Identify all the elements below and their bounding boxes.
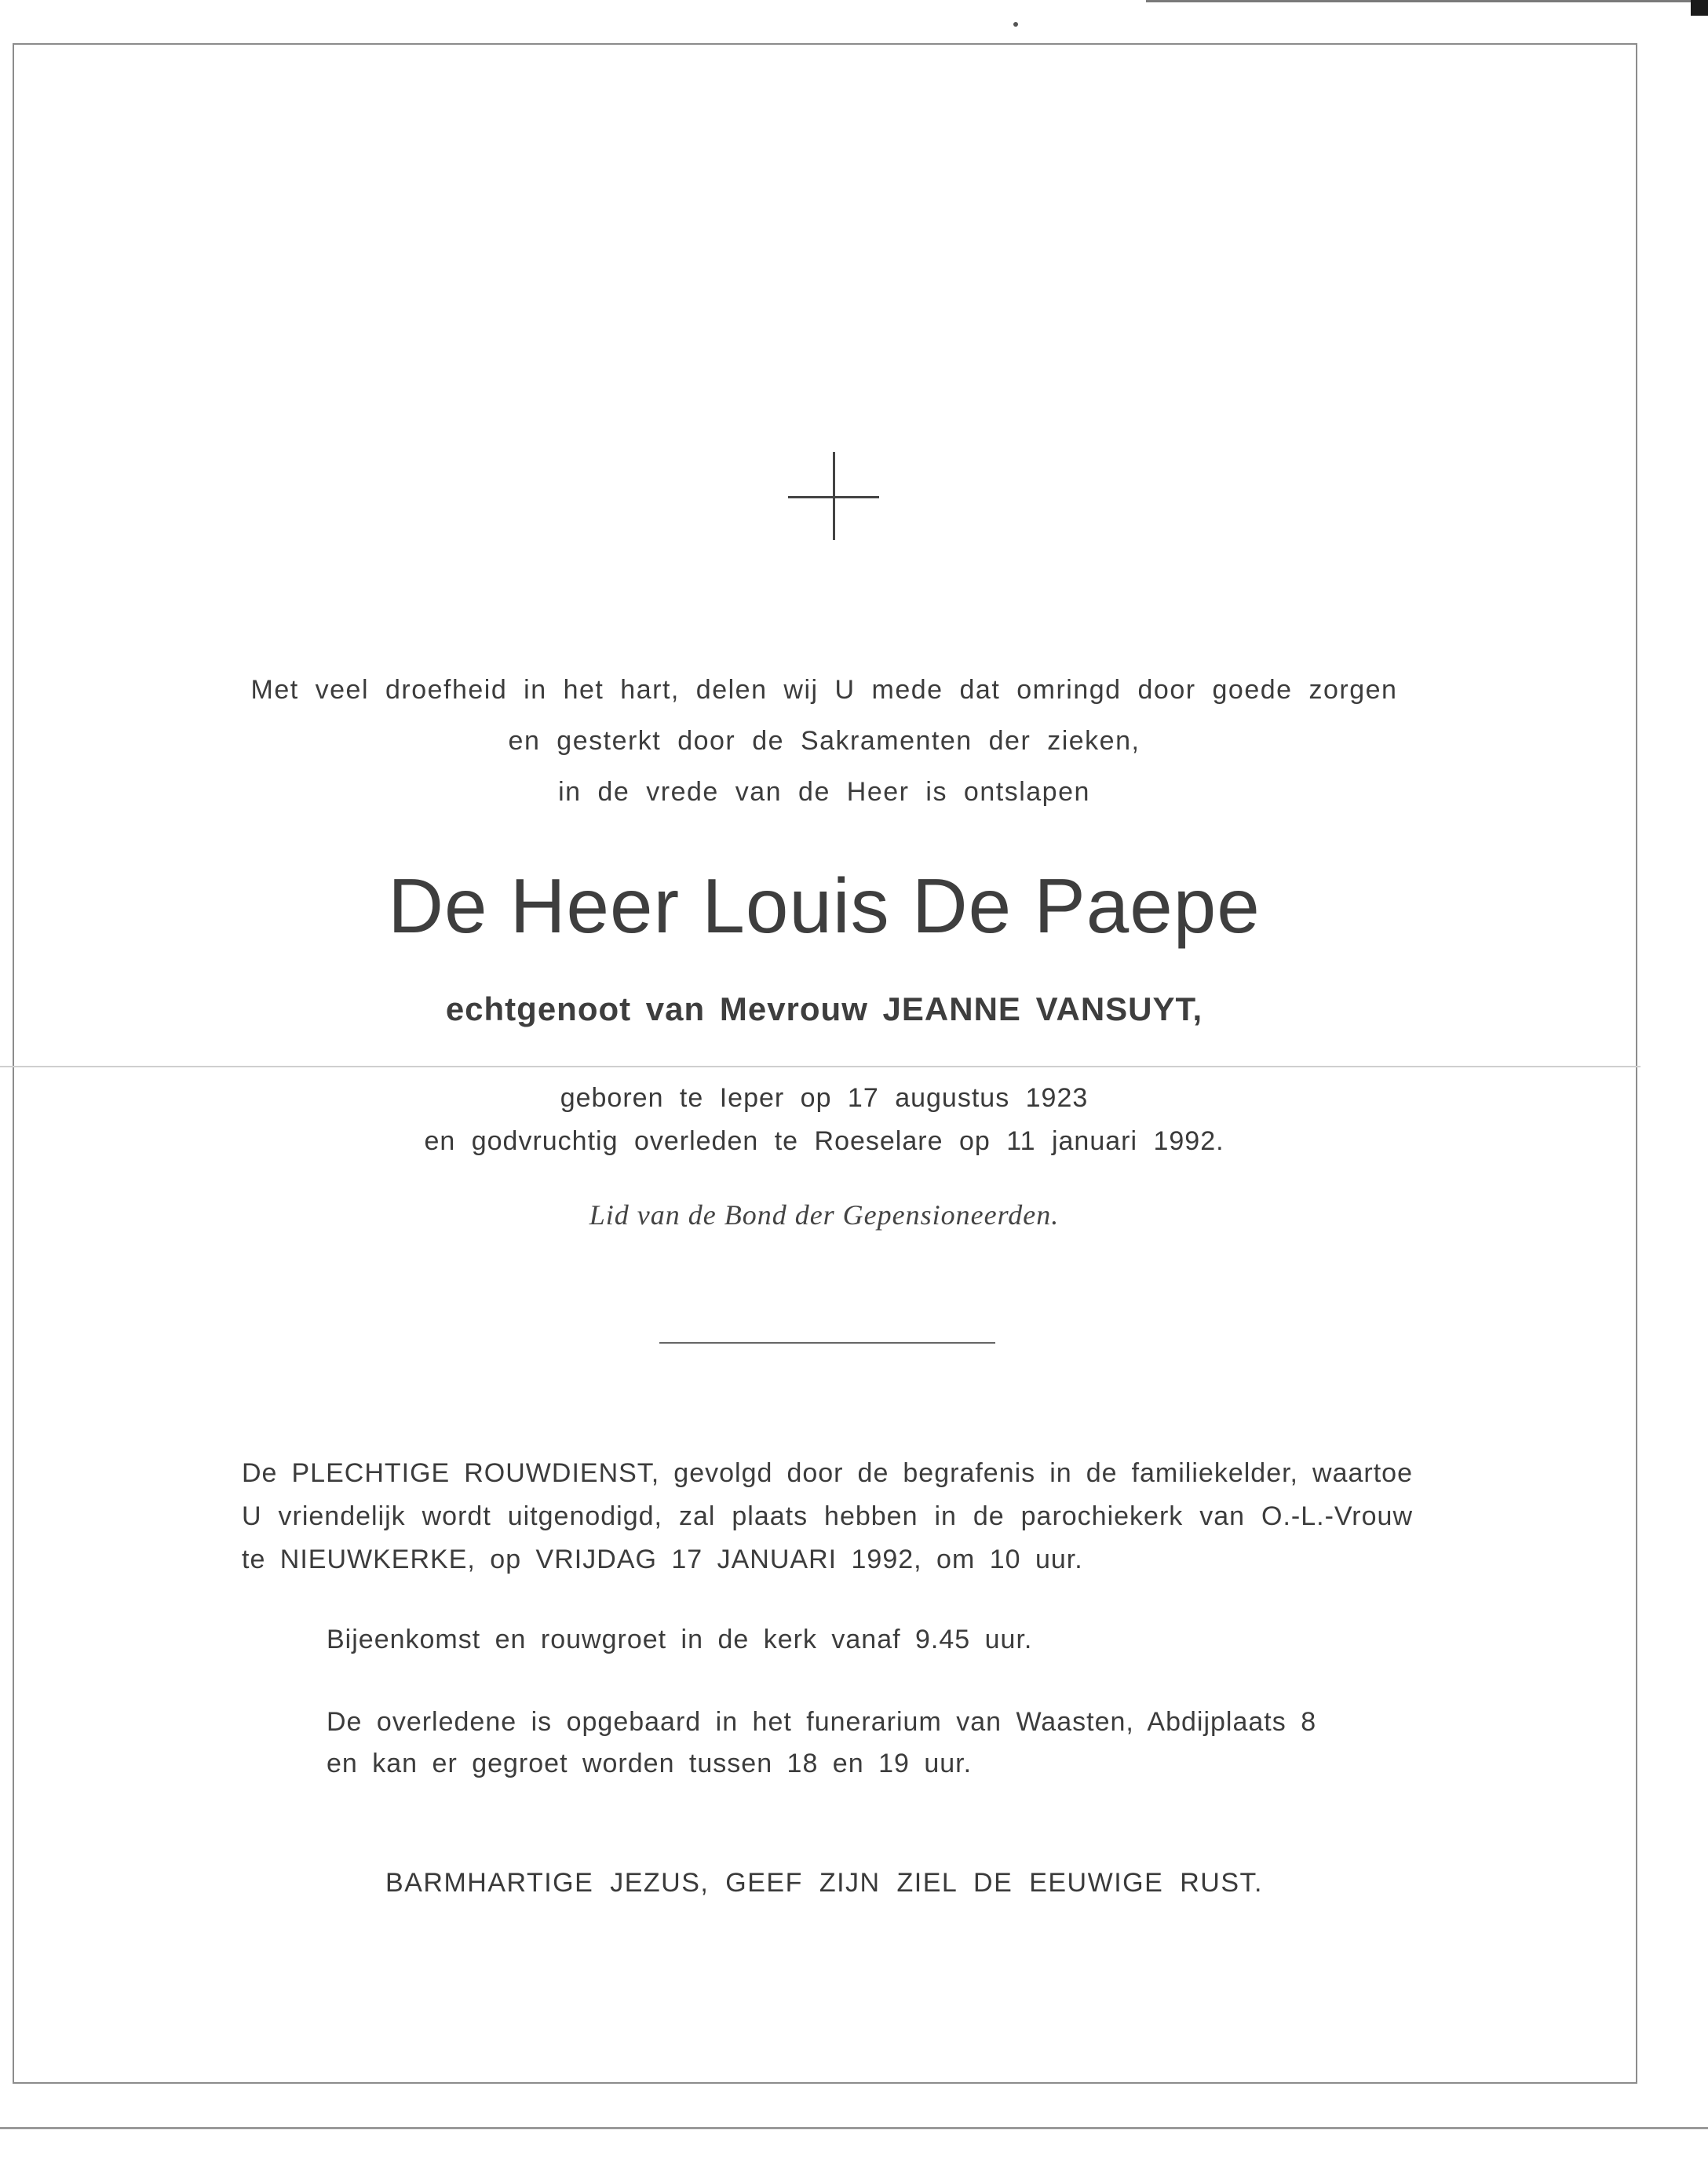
- section-divider: [659, 1342, 995, 1344]
- service-line-1: De PLECHTIGE ROUWDIENST, gevolgd door de begrafenis in de familiekelder, waartoe: [242, 1458, 1413, 1488]
- intro-line-3: in de vrede van de Heer is ontslapen: [558, 777, 1090, 807]
- deceased-name: De Heer Louis De Paepe: [388, 863, 1261, 949]
- scan-speck: [1013, 22, 1018, 27]
- intro-line-2: en gesterkt door de Sakramenten der zieken,: [508, 726, 1140, 756]
- scan-corner-mark: [1691, 0, 1708, 16]
- closing-prayer: BARMHARTIGE JEZUS, GEEF ZIJN ZIEL DE EEUWIGE RUST.: [385, 1868, 1263, 1898]
- service-line-3: te NIEUWKERKE, op VRIJDAG 17 JANUARI 1992, om 10 uur.: [242, 1545, 1083, 1574]
- scan-edge-bottom: [0, 2127, 1708, 2129]
- cross-icon: [788, 452, 879, 540]
- intro-line-1: Met veel droefheid in het hart, delen wij U mede dat omringd door goede zorgen: [250, 675, 1398, 705]
- death-line: en godvruchtig overleden te Roeselare op 11 januari 1992.: [424, 1126, 1224, 1156]
- viewing-line-2: en kan er gegroet worden tussen 18 en 19 uur.: [327, 1749, 973, 1778]
- membership-note: Lid van de Bond der Gepensioneerden.: [589, 1199, 1060, 1231]
- spouse-line: echtgenoot van Mevrouw JEANNE VANSUYT,: [445, 990, 1203, 1027]
- birth-line: geboren te Ieper op 17 augustus 1923: [560, 1083, 1089, 1113]
- viewing-line-1: De overledene is opgebaard in het funerarium van Waasten, Abdijplaats 8: [327, 1707, 1317, 1737]
- scan-edge-top: [1146, 0, 1708, 2]
- fold-line: [0, 1066, 1640, 1067]
- service-line-2: U vriendelijk wordt uitgenodigd, zal plaats hebben in de parochiekerk van O.-L.-Vrouw: [242, 1501, 1413, 1531]
- gathering-line: Bijeenkomst en rouwgroet in de kerk vanaf 9.45 uur.: [327, 1625, 1033, 1654]
